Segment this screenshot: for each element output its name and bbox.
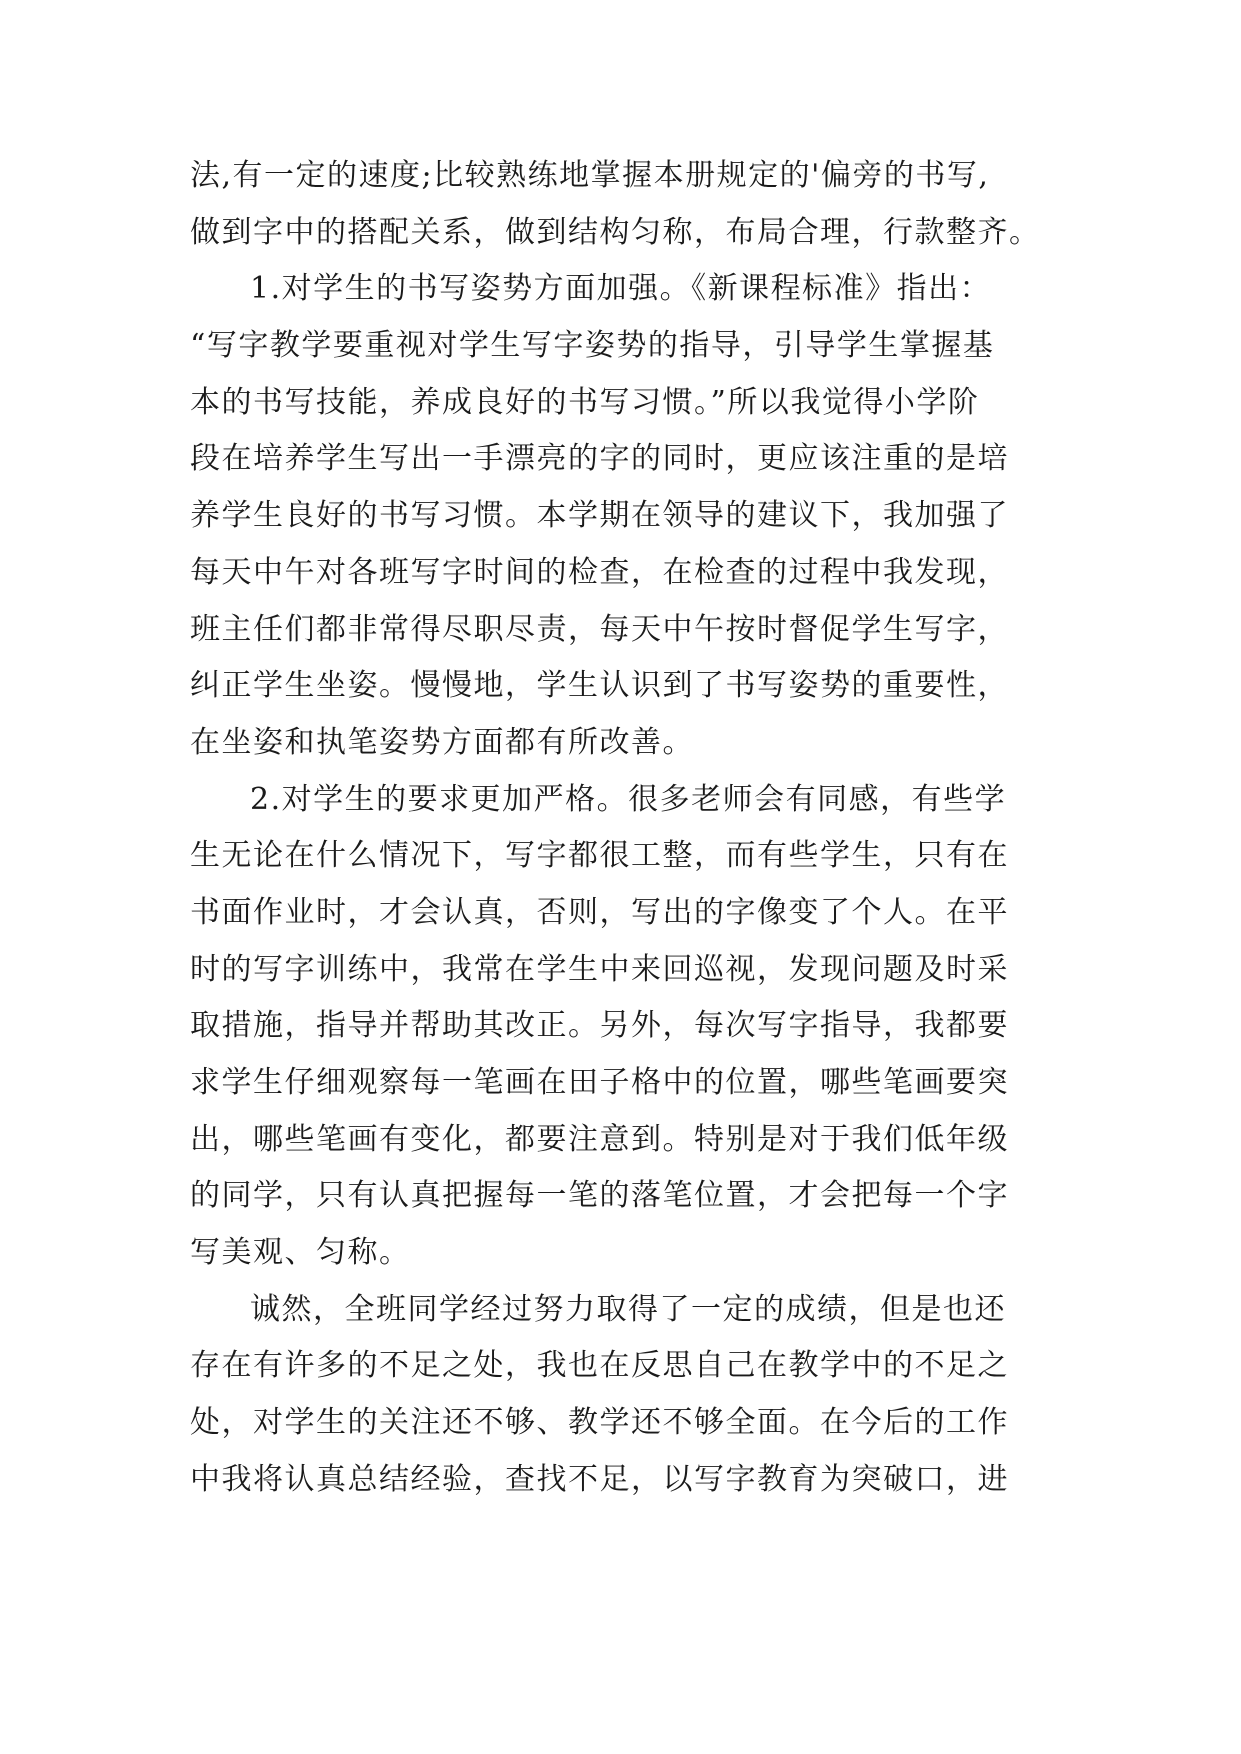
text-line: 书面作业时，才会认真，否则，写出的字像变了个人。在平 (190, 894, 1009, 930)
text-line: 纠正学生坐姿。慢慢地，学生认识到了书写姿势的重要性， (190, 668, 1009, 704)
paragraph-2-start: 2.对学生的要求更加严格。很多老师会有同感，有些学 (250, 781, 1007, 817)
text-line: 法,有一定的速度;比较熟练地掌握本册规定的'偏旁的书写, (190, 158, 990, 193)
text-line: 取措施，指导并帮助其改正。另外，每次写字指导，我都要 (190, 1008, 1009, 1044)
text-line: 写美观、匀称。 (190, 1235, 411, 1271)
text-line: 班主任们都非常得尽职尽责，每天中午按时督促学生写字， (190, 611, 1009, 647)
text-line: 求学生仔细观察每一笔画在田子格中的位置，哪些笔画要突 (190, 1065, 1009, 1100)
text-line: 每天中午对各班写字时间的检查，在检查的过程中我发现， (190, 554, 1009, 590)
body-text (190, 148, 1052, 1509)
text-line: 生无论在什么情况下，写字都很工整，而有些学生，只有在 (190, 838, 1009, 874)
text-line: 段在培养学生写出一手漂亮的字的同时，更应该注重的是培 (190, 441, 1009, 477)
text-line: 养学生良好的书写习惯。本学期在领导的建议下，我加强了 (190, 498, 1009, 534)
text-line: 中我将认真总结经验，查找不足，以写字教育为突破口，进 (190, 1461, 1009, 1497)
text-line: “写字教学要重视对学生写字姿势的指导，引导学生掌握基 (190, 328, 995, 364)
text-line: 处，对学生的关注还不够、教学还不够全面。在今后的工作 (190, 1405, 1009, 1441)
paragraph-3-start: 诚然，全班同学经过努力取得了一定的成绩，但是也还 (250, 1291, 1006, 1327)
text-line: 出，哪些笔画有变化，都要注意到。特别是对于我们低年级 (190, 1121, 1009, 1157)
text-line: 时的写字训练中，我常在学生中来回巡视，发现问题及时采 (190, 951, 1009, 987)
text-line: 的同学，只有认真把握每一笔的落笔位置，才会把每一个字 (190, 1178, 1009, 1214)
text-line: 在坐姿和执笔姿势方面都有所改善。 (190, 724, 694, 760)
text-line: 做到字中的搭配关系，做到结构匀称，布局合理，行款整齐。 (190, 214, 1041, 250)
paragraph-1-start: 1.对学生的书写姿势方面加强。《新课程标准》指出： (250, 271, 992, 307)
text-line: 存在有许多的不足之处，我也在反思自己在教学中的不足之 (190, 1348, 1009, 1384)
text-line: 本的书写技能，养成良好的书写习惯。”所以我觉得小学阶 (190, 384, 980, 420)
